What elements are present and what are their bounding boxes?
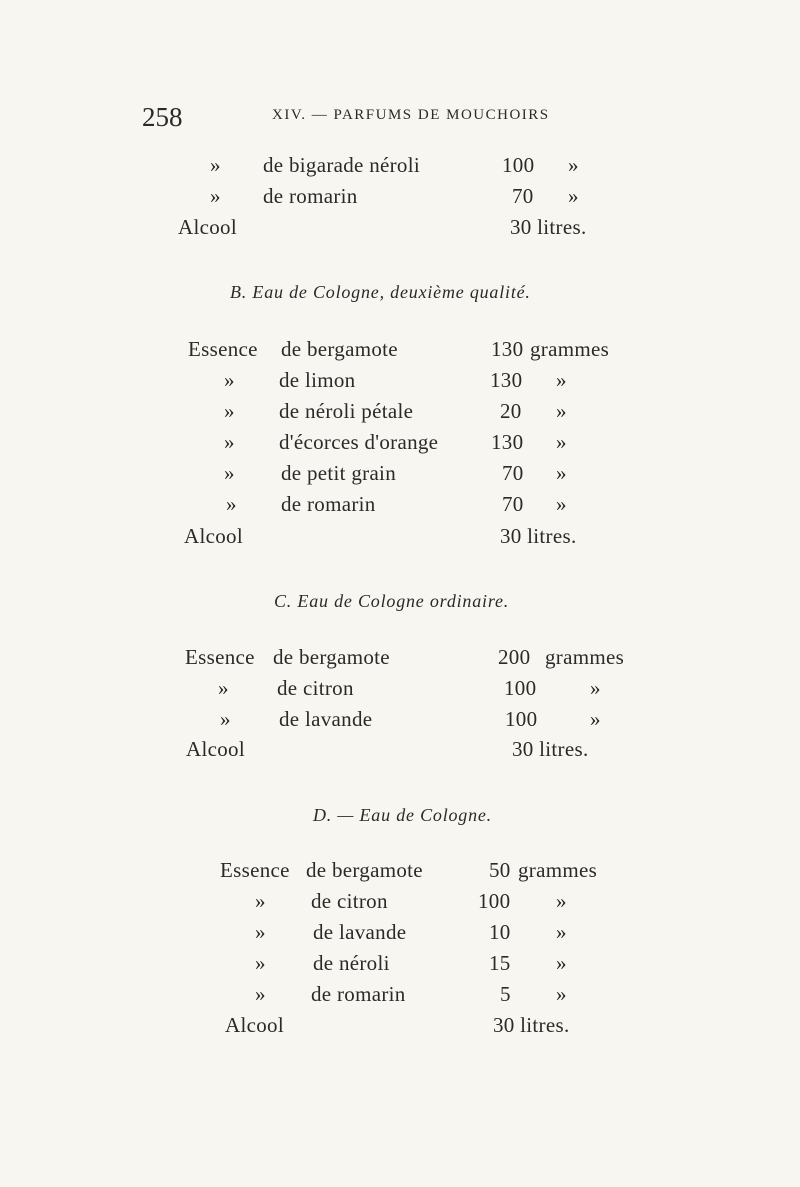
ingredient-name: de bergamote [281, 337, 398, 361]
ingredient-name: de romarin [311, 982, 406, 1006]
ingredient-unit: » [556, 982, 567, 1006]
ingredient-name: de néroli [313, 951, 390, 975]
ingredient-unit: » [556, 920, 567, 944]
solvent-quantity: 30 litres. [512, 737, 589, 761]
ingredient-quantity: 50 [489, 858, 511, 882]
recipe-row [0, 1013, 800, 1045]
ingredient-quantity: 5 [500, 982, 511, 1006]
ditto-mark: » [210, 153, 221, 177]
ingredient-unit: » [556, 461, 567, 485]
ingredient-quantity: 100 [502, 153, 535, 177]
recipe-row [0, 889, 800, 921]
ingredient-quantity: 100 [504, 676, 537, 700]
ditto-mark: » [255, 920, 266, 944]
ingredient-name: de limon [279, 368, 356, 392]
recipe-row [0, 399, 800, 431]
ingredient-name: de lavande [279, 707, 373, 731]
solvent-label: Alcool [186, 737, 245, 761]
ingredient-quantity: 100 [505, 707, 538, 731]
ingredient-name: de romarin [281, 492, 376, 516]
solvent-quantity: 30 litres. [493, 1013, 570, 1037]
ditto-mark: » [224, 368, 235, 392]
ingredient-unit: » [556, 492, 567, 516]
ingredient-unit: » [568, 184, 579, 208]
ingredient-name: de néroli pétale [279, 399, 414, 423]
ingredient-name: de petit grain [281, 461, 396, 485]
ingredient-name: de lavande [313, 920, 407, 944]
ingredient-quantity: 130 [491, 337, 524, 361]
recipe-row [0, 951, 800, 983]
solvent-quantity: 30 litres. [500, 524, 577, 548]
ingredient-quantity: 15 [489, 951, 511, 975]
recipe-row [0, 737, 800, 769]
ingredient-unit: » [590, 707, 601, 731]
ditto-mark: » [218, 676, 229, 700]
ditto-mark: » [255, 889, 266, 913]
recipe-row [0, 858, 800, 890]
ingredient-unit: » [556, 889, 567, 913]
ingredient-unit: » [556, 399, 567, 423]
recipe-row [0, 430, 800, 462]
essence-label: Essence [188, 337, 258, 361]
ingredient-quantity: 130 [490, 368, 523, 392]
ingredient-unit: » [590, 676, 601, 700]
ingredient-unit: grammes [545, 645, 625, 669]
recipe-row [0, 215, 800, 247]
ditto-mark: » [224, 461, 235, 485]
ingredient-unit: grammes [518, 858, 598, 882]
ditto-mark: » [255, 982, 266, 1006]
section-title: C. Eau de Cologne ordinaire. [274, 591, 510, 611]
ditto-mark: » [210, 184, 221, 208]
ingredient-name: d'écorces d'orange [279, 430, 439, 454]
ditto-mark: » [224, 399, 235, 423]
ingredient-name: de bergamote [273, 645, 390, 669]
section-title: B. Eau de Cologne, deuxième qualité. [230, 282, 531, 302]
recipe-row [0, 492, 800, 524]
ingredient-name: de bergamote [306, 858, 423, 882]
ingredient-quantity: 100 [478, 889, 511, 913]
ingredient-quantity: 70 [502, 492, 524, 516]
recipe-row [0, 337, 800, 369]
page-number: 258 [142, 102, 183, 132]
section-title: D. — Eau de Cologne. [313, 805, 492, 825]
recipe-row [0, 982, 800, 1014]
solvent-label: Alcool [225, 1013, 284, 1037]
recipe-row [0, 461, 800, 493]
ingredient-name: de citron [311, 889, 388, 913]
ditto-mark: » [220, 707, 231, 731]
ingredient-unit: » [556, 430, 567, 454]
ingredient-unit: grammes [530, 337, 610, 361]
ingredient-quantity: 10 [489, 920, 511, 944]
ingredient-name: de citron [277, 676, 354, 700]
solvent-label: Alcool [184, 524, 243, 548]
ingredient-unit: » [556, 368, 567, 392]
ingredient-name: de bigarade néroli [263, 153, 420, 177]
ingredient-name: de romarin [263, 184, 358, 208]
recipe-row [0, 920, 800, 952]
ingredient-unit: » [568, 153, 579, 177]
recipe-row [0, 707, 800, 739]
ingredient-quantity: 200 [498, 645, 531, 669]
recipe-row [0, 676, 800, 708]
recipe-row [0, 184, 800, 216]
running-title: XIV. — PARFUMS DE MOUCHOIRS [272, 107, 550, 123]
solvent-label: Alcool [178, 215, 237, 239]
ditto-mark: » [224, 430, 235, 454]
ingredient-quantity: 20 [500, 399, 522, 423]
ingredient-quantity: 70 [512, 184, 534, 208]
ingredient-unit: » [556, 951, 567, 975]
ingredient-quantity: 70 [502, 461, 524, 485]
recipe-row [0, 524, 800, 556]
ditto-mark: » [255, 951, 266, 975]
recipe-row [0, 368, 800, 400]
ditto-mark: » [226, 492, 237, 516]
essence-label: Essence [185, 645, 255, 669]
solvent-quantity: 30 litres. [510, 215, 587, 239]
recipe-row [0, 153, 800, 185]
ingredient-quantity: 130 [491, 430, 524, 454]
recipe-row [0, 645, 800, 677]
essence-label: Essence [220, 858, 290, 882]
